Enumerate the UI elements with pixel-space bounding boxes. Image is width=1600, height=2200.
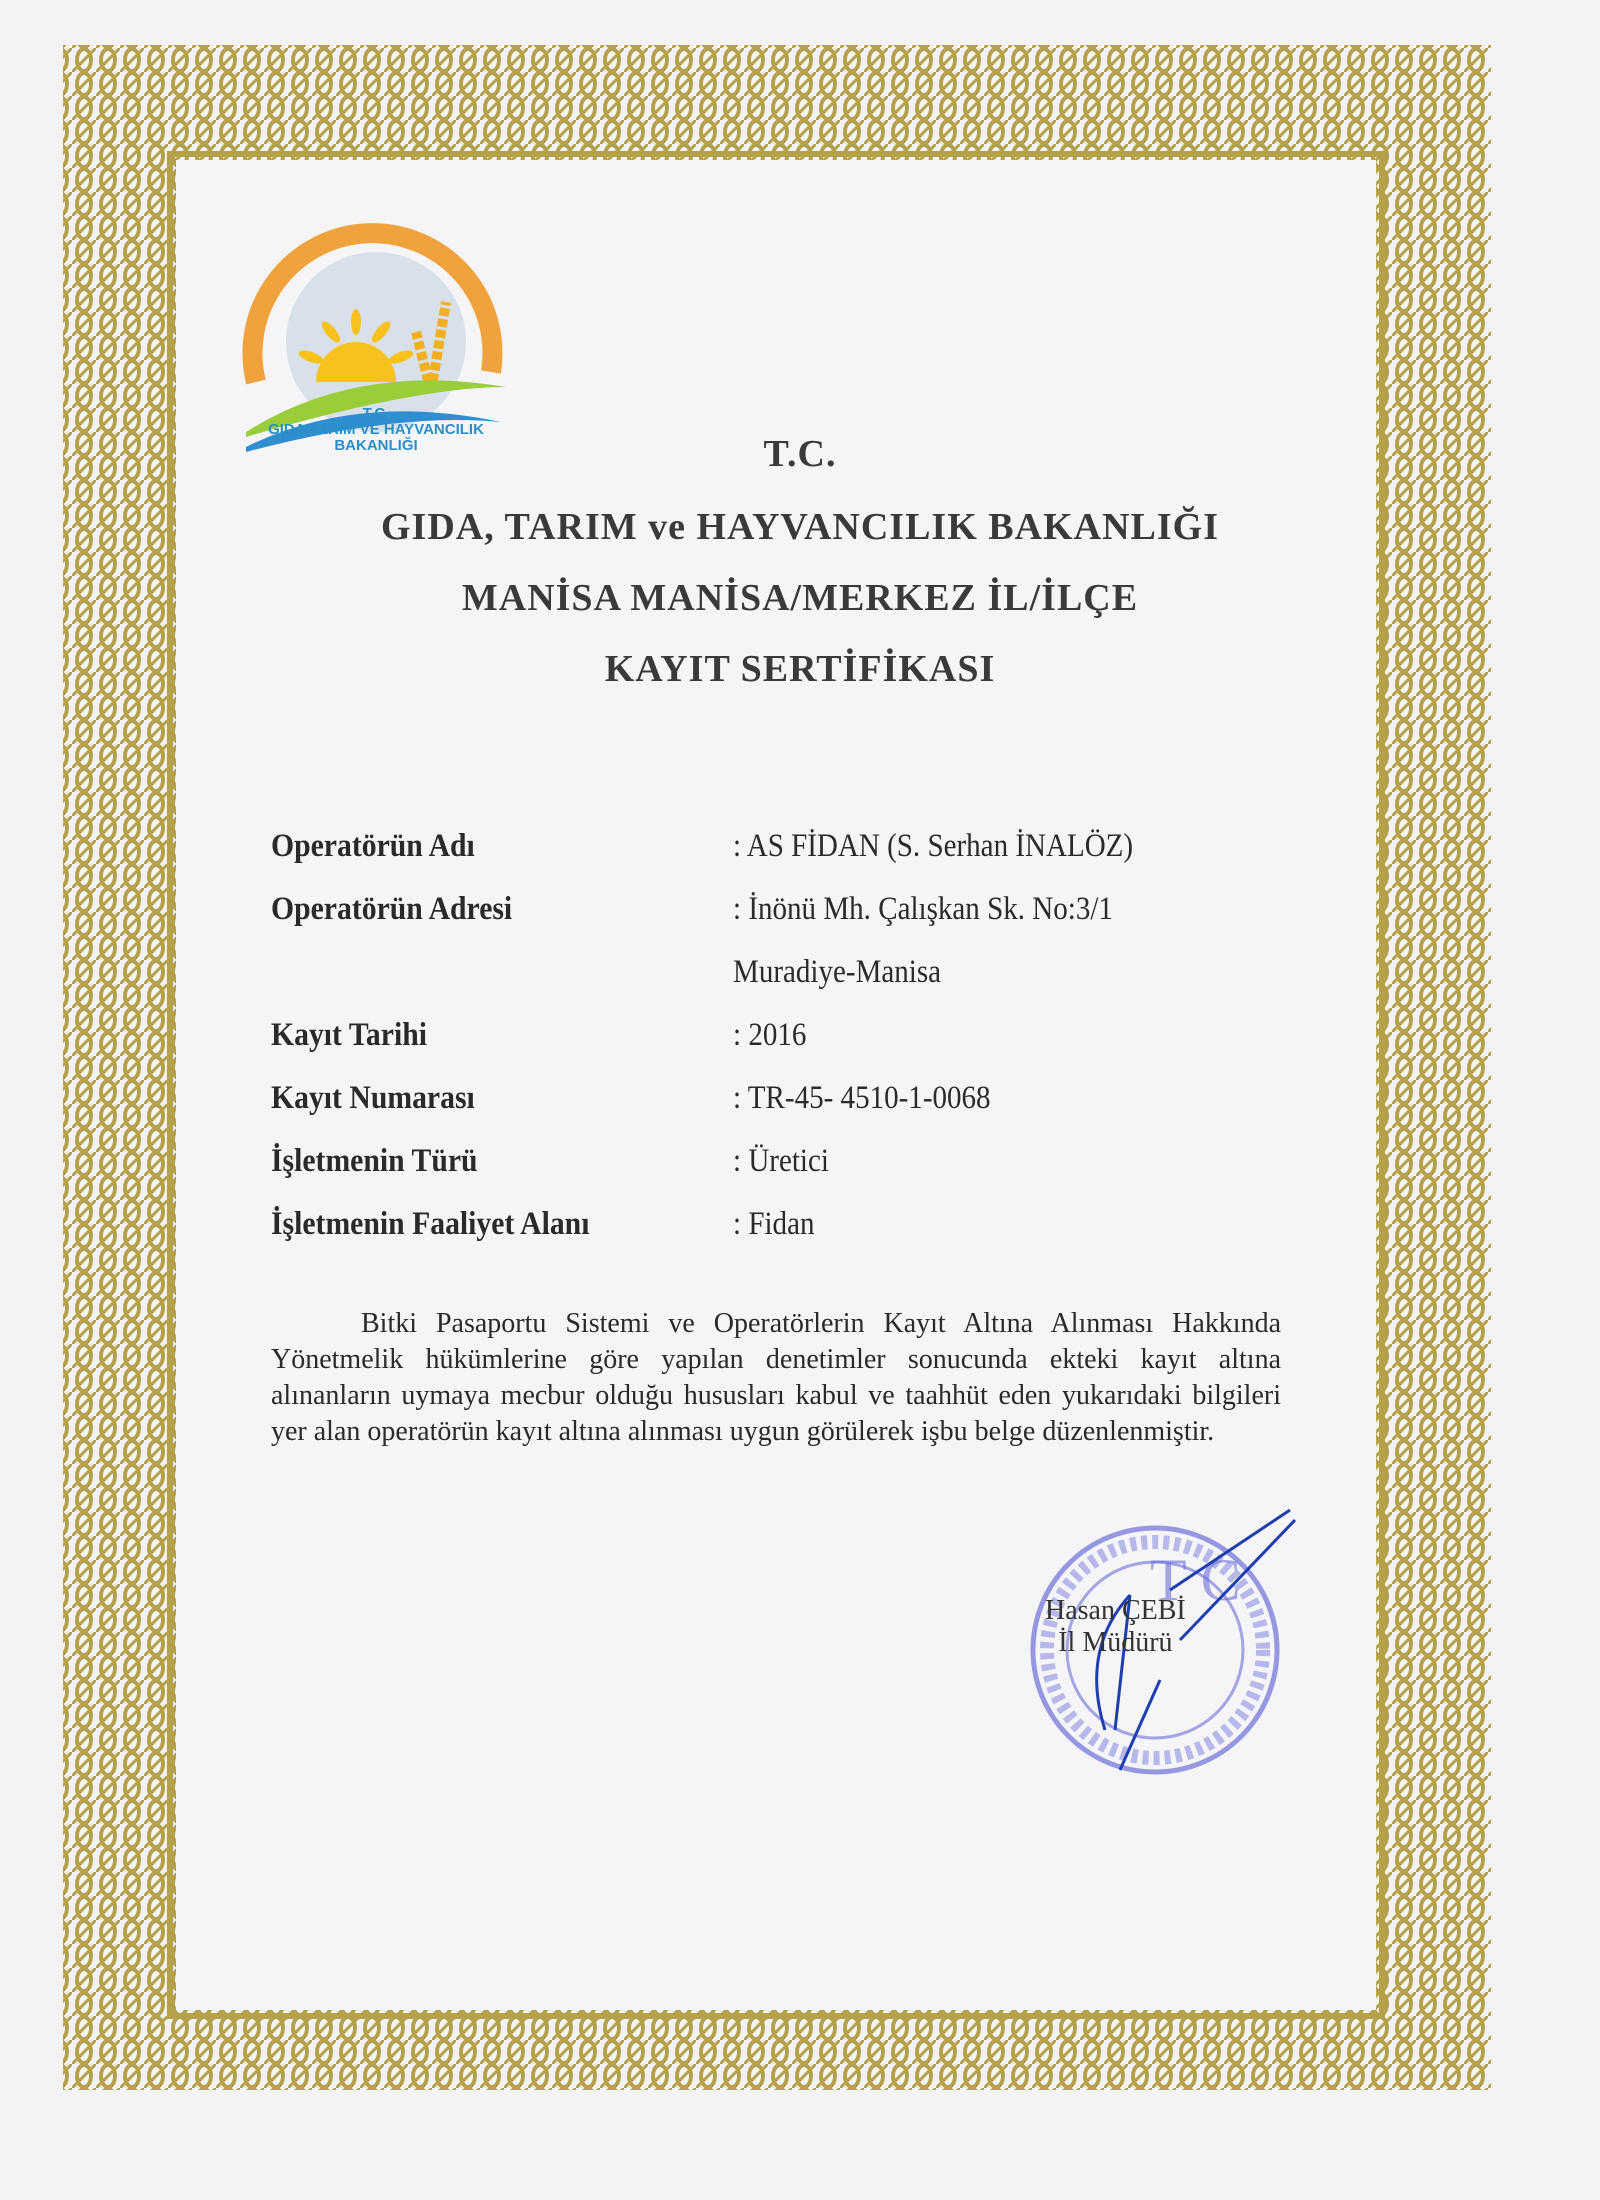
field-label: İşletmenin Türü (271, 1143, 478, 1179)
field-value: : TR-45- 4510-1-0068 (733, 1080, 991, 1116)
field-label: Operatörün Adı (271, 828, 475, 864)
header-ministry: GIDA, TARIM ve HAYVANCILIK BAKANLIĞI (381, 506, 1219, 548)
field-value: : İnönü Mh. Çalışkan Sk. No:3/1 (733, 891, 1113, 927)
field-value: : Fidan (733, 1206, 815, 1242)
certificate-title: KAYIT SERTİFİKASI (604, 648, 996, 690)
logo-text-tc: T.C. (362, 405, 390, 422)
field-value: : 2016 (733, 1017, 807, 1053)
certificate-statement: Bitki Pasaportu Sistemi ve Operatörlerin Kayıt Altına Alınması Hakkında Yönetmelik hükümlerine göre yapılan denetimler sonucunda ekteki kayıt altına alınanların uymaya mecbur olduğu hususları kabul ve taahhüt eden yukarıdaki bilgileri yer alan operatörün kayıt altına alınması uygun görülerek işbu belge düzenlenmiştir. (271, 1308, 1281, 1447)
header-country: T.C. (763, 433, 837, 475)
signatory-block (1045, 1595, 1186, 1659)
logo-text-ministry: GIDA TARIM VE HAYVANCILIK (268, 421, 484, 438)
logo-text-bakanligi: BAKANLIĞI (334, 437, 418, 454)
field-value: Muradiye-Manisa (733, 954, 942, 990)
signatory-title: İl Müdürü (1058, 1627, 1173, 1658)
field-value: : AS FİDAN (S. Serhan İNALÖZ) (733, 828, 1134, 864)
field-label: İşletmenin Faaliyet Alanı (271, 1206, 590, 1242)
field-label: Kayıt Numarası (271, 1080, 475, 1116)
field-label: Operatörün Adresi (271, 891, 513, 927)
svg-text:T C: T C (1150, 1547, 1241, 1613)
header-location: MANİSA MANİSA/MERKEZ İL/İLÇE (461, 577, 1139, 619)
field-value: : Üretici (733, 1143, 829, 1179)
field-label: Kayıt Tarihi (271, 1017, 427, 1053)
signatory-name: Hasan ÇEBİ (1045, 1595, 1186, 1626)
